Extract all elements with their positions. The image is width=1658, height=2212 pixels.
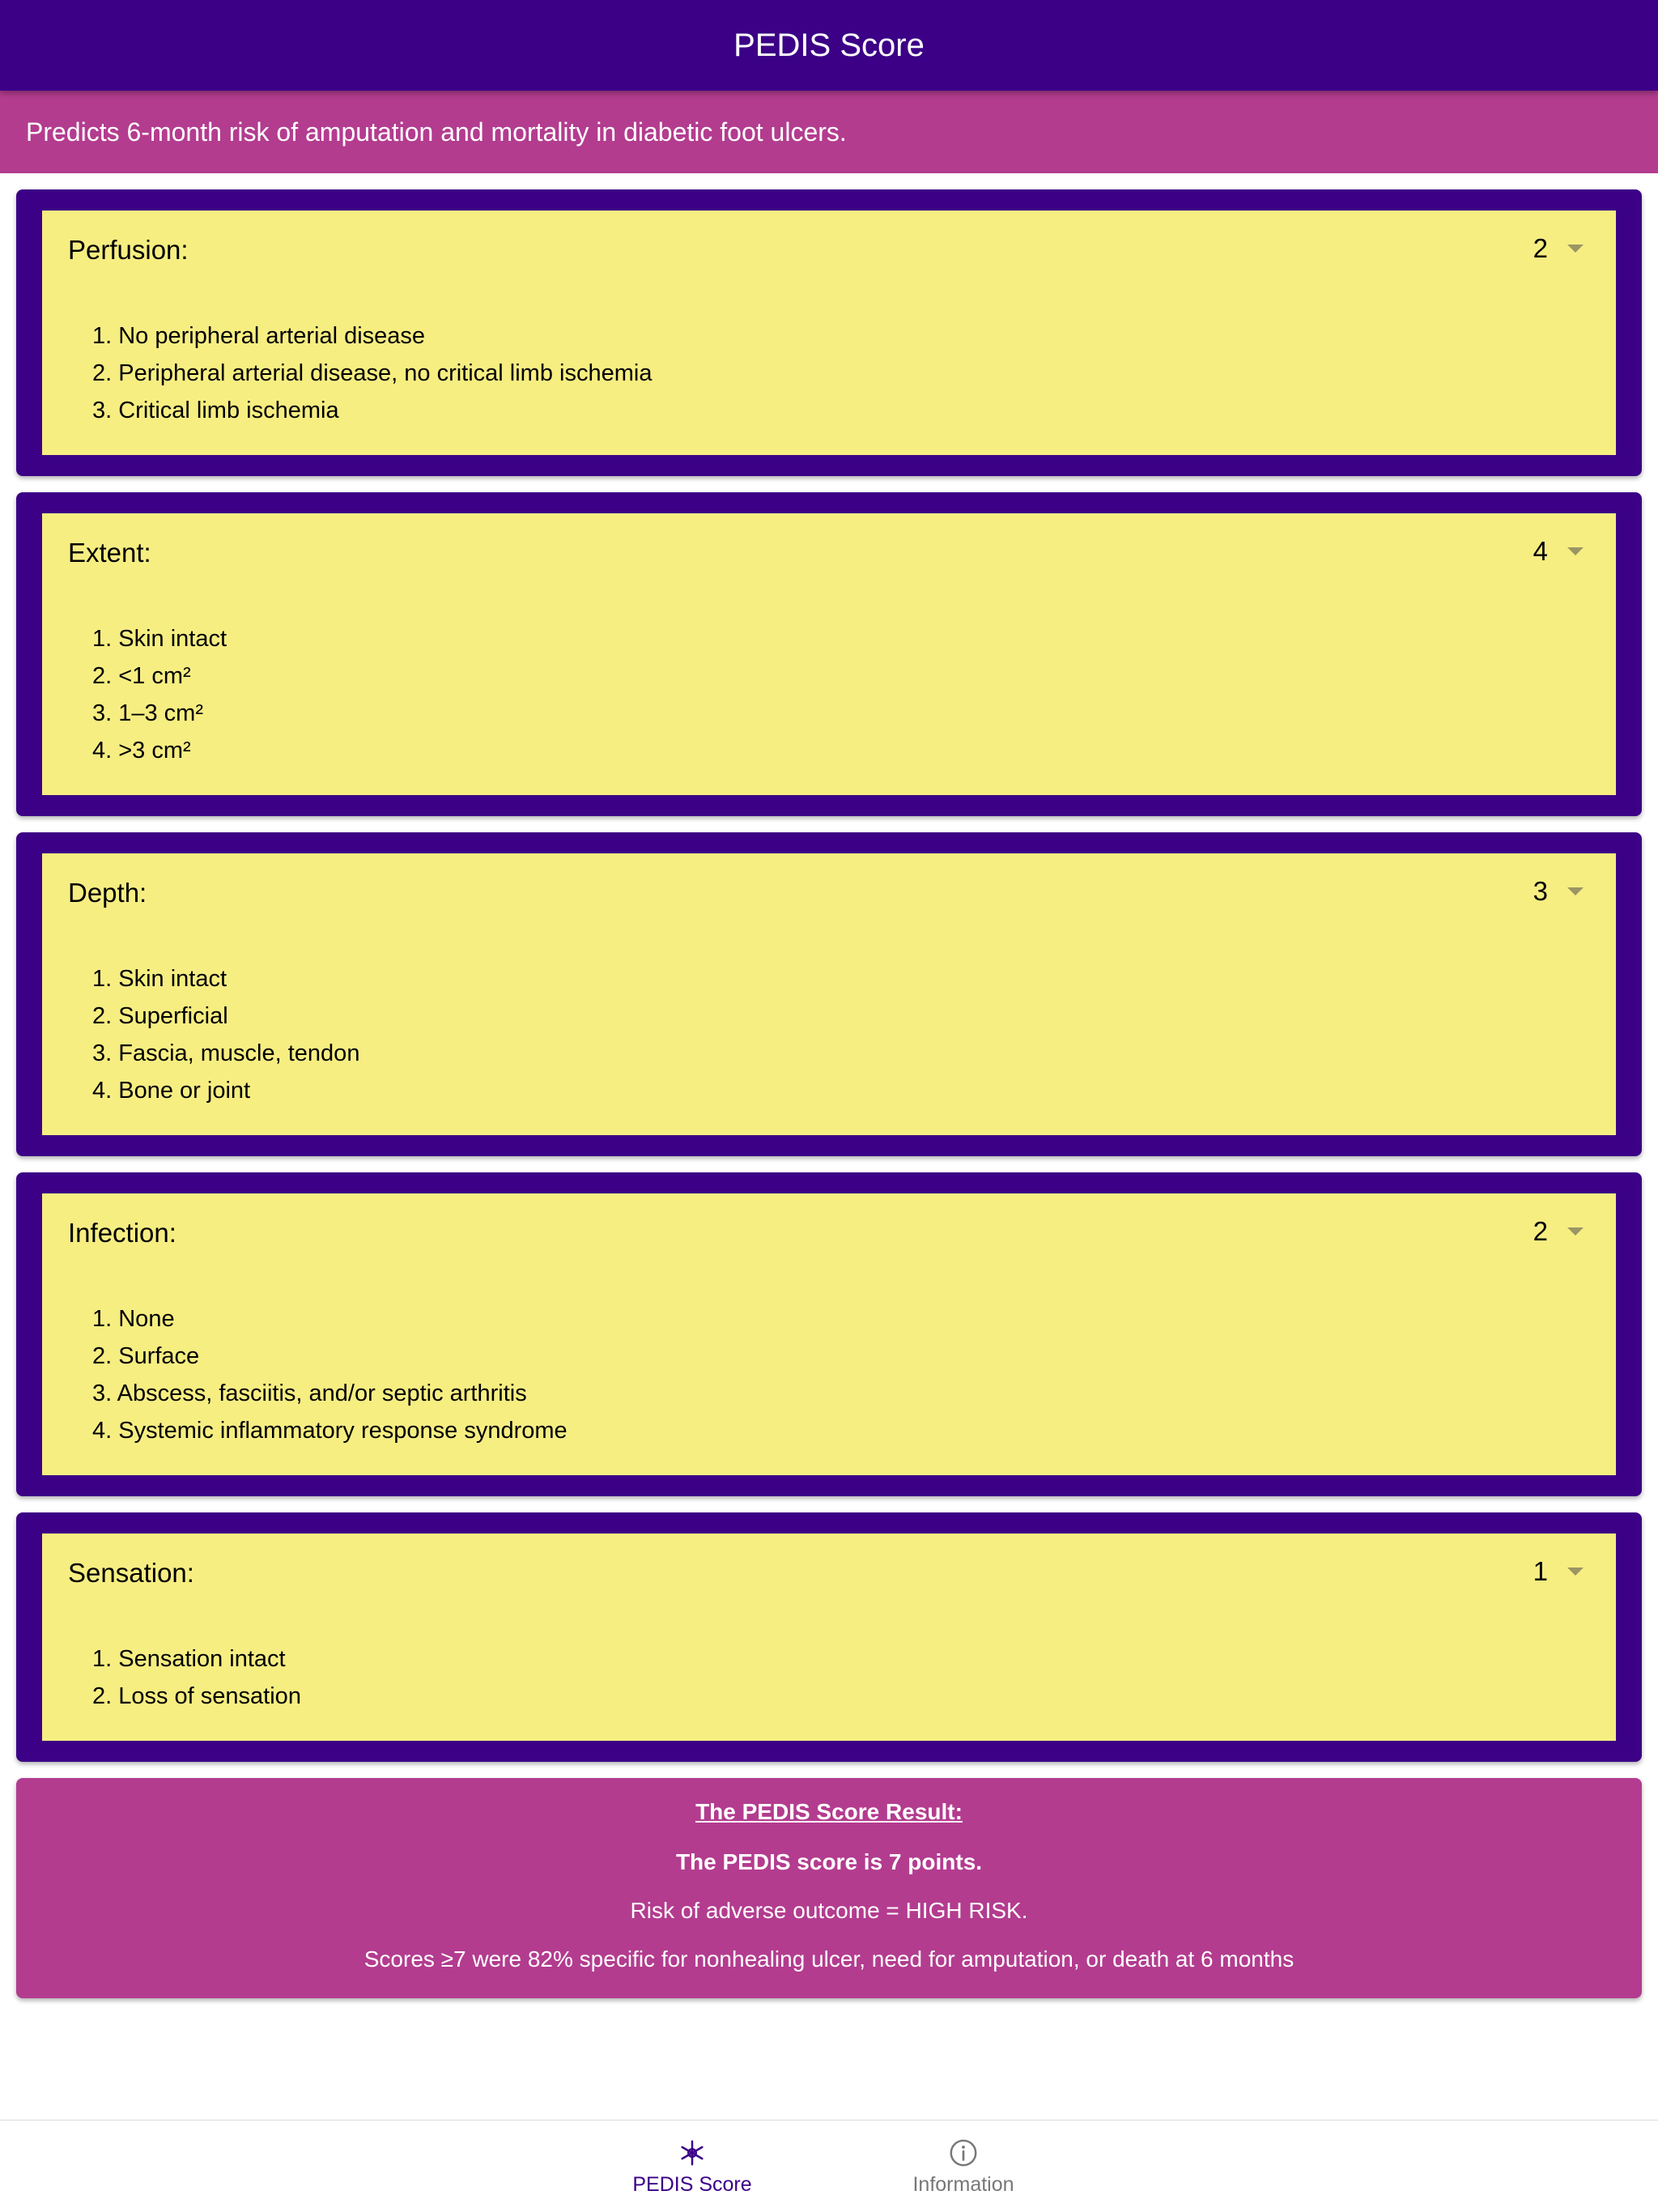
infection-card — [16, 1172, 1642, 1496]
list-item: 3. 1–3 cm² — [92, 700, 203, 726]
infection-panel — [42, 1193, 1616, 1475]
sensation-select[interactable] — [1533, 1556, 1584, 1587]
extent-card — [16, 492, 1642, 816]
extent-select[interactable] — [1533, 536, 1584, 567]
info-icon — [948, 2138, 979, 2168]
asterisk-icon — [677, 2138, 708, 2168]
sensation-label: Sensation: — [68, 1558, 194, 1588]
chevron-down-icon — [1567, 1568, 1584, 1576]
result-heading: The PEDIS Score Result: — [695, 1799, 963, 1824]
list-item: 1. Sensation intact — [92, 1646, 286, 1672]
list-item: 4. Bone or joint — [92, 1078, 251, 1104]
list-item: 3. Fascia, muscle, tendon — [92, 1040, 360, 1066]
list-item: 1. Skin intact — [92, 626, 227, 652]
page-title: PEDIS Score — [733, 27, 925, 63]
bottom-tab-bar — [0, 2120, 1658, 2212]
chevron-down-icon — [1567, 887, 1584, 895]
result-note: Scores ≥7 were 82% specific for nonhealing ulcer, need for amputation, or death at 6 months — [363, 1946, 1295, 1972]
depth-value: 3 — [1533, 876, 1548, 906]
tab-label: Information — [912, 2172, 1014, 2196]
infection-options — [92, 1300, 568, 1449]
list-item: 2. Loss of sensation — [92, 1683, 301, 1709]
tab-pedis-score[interactable] — [591, 2121, 793, 2212]
extent-options — [92, 620, 227, 769]
result-risk: Risk of adverse outcome = HIGH RISK. — [630, 1898, 1028, 1923]
depth-panel — [42, 853, 1616, 1135]
extent-panel — [42, 513, 1616, 795]
list-item: 3. Abscess, fasciitis, and/or septic arthritis — [92, 1380, 527, 1406]
result-card — [16, 1778, 1642, 1998]
app-header — [0, 0, 1658, 91]
depth-label: Depth: — [68, 878, 147, 908]
list-item: 1. No peripheral arterial disease — [92, 323, 426, 349]
description-text: Predicts 6-month risk of amputation and mortality in diabetic foot ulcers. — [26, 117, 847, 147]
sensation-value: 1 — [1533, 1556, 1548, 1586]
perfusion-options — [92, 317, 652, 429]
list-item: 2. Peripheral arterial disease, no critical limb ischemia — [92, 360, 653, 386]
sensation-card — [16, 1512, 1642, 1762]
infection-select[interactable] — [1533, 1216, 1584, 1247]
tab-label: PEDIS Score — [632, 2172, 752, 2196]
list-item: 2. Surface — [92, 1343, 200, 1369]
chevron-down-icon — [1567, 245, 1584, 253]
sensation-options — [92, 1640, 301, 1715]
chevron-down-icon — [1567, 547, 1584, 555]
list-item: 1. None — [92, 1306, 175, 1332]
perfusion-value: 2 — [1533, 233, 1548, 263]
sensation-panel — [42, 1534, 1616, 1741]
depth-select[interactable] — [1533, 876, 1584, 907]
extent-label: Extent: — [68, 538, 151, 568]
perfusion-select[interactable] — [1533, 233, 1584, 264]
list-item: 4. >3 cm² — [92, 738, 191, 764]
depth-card — [16, 832, 1642, 1156]
list-item: 4. Systemic inflammatory response syndrome — [92, 1418, 568, 1444]
infection-value: 2 — [1533, 1216, 1548, 1246]
result-score: The PEDIS score is 7 points. — [675, 1849, 983, 1874]
list-item: 2. <1 cm² — [92, 663, 191, 689]
perfusion-panel — [42, 211, 1616, 455]
depth-options — [92, 960, 359, 1109]
perfusion-label: Perfusion: — [68, 235, 189, 265]
description-banner — [0, 91, 1658, 173]
list-item: 2. Superficial — [92, 1003, 228, 1029]
infection-label: Infection: — [68, 1218, 176, 1248]
tab-information[interactable] — [862, 2121, 1065, 2212]
extent-value: 4 — [1533, 536, 1548, 566]
list-item: 1. Skin intact — [92, 966, 227, 992]
list-item: 3. Critical limb ischemia — [92, 398, 339, 423]
chevron-down-icon — [1567, 1227, 1584, 1236]
perfusion-card — [16, 189, 1642, 476]
